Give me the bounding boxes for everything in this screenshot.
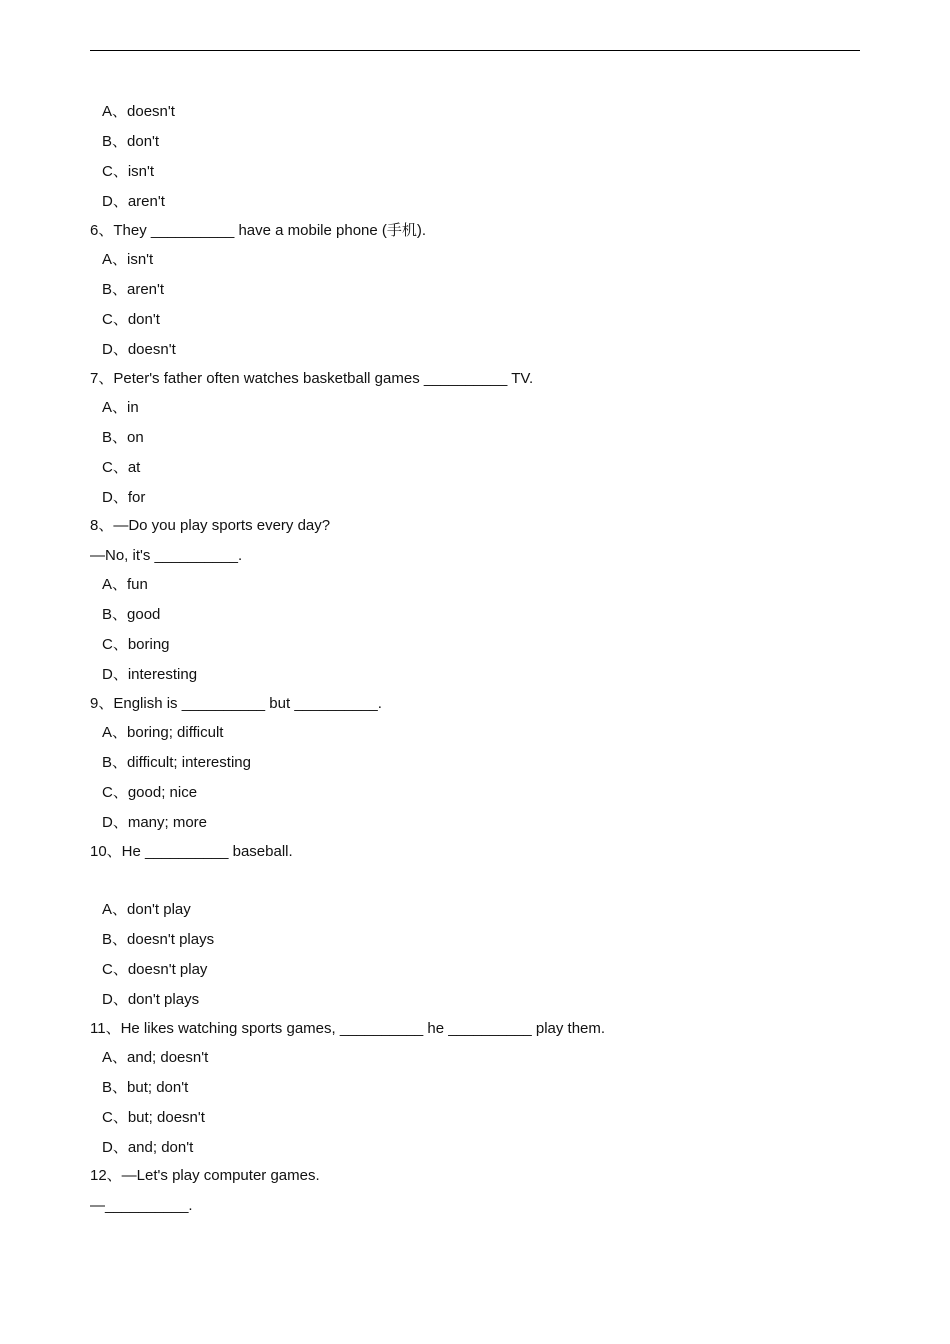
q8-option-b: B、good bbox=[102, 606, 161, 623]
q10-question: 10、He __________ baseball. bbox=[90, 843, 293, 860]
q10-option-d: D、don't plays bbox=[102, 991, 200, 1008]
q6-option-a: A、isn't bbox=[102, 251, 154, 268]
q9-option-b: B、difficult; interesting bbox=[102, 754, 251, 771]
q10-option-b: B、doesn't plays bbox=[102, 931, 215, 948]
q5-option-c: C、isn't bbox=[102, 163, 155, 180]
q7-option-d: D、for bbox=[102, 489, 146, 506]
page-header-rule bbox=[90, 50, 860, 51]
q12-question: 12、—Let's play computer games. bbox=[90, 1167, 320, 1184]
q10-option-a: A、don't play bbox=[102, 901, 191, 918]
q11-option-b: B、but; don't bbox=[102, 1079, 189, 1096]
q6-option-c: C、don't bbox=[102, 311, 160, 328]
q9-option-c: C、good; nice bbox=[102, 784, 198, 801]
q5-option-a: A、doesn't bbox=[102, 103, 175, 120]
q8-option-d: D、interesting bbox=[102, 666, 198, 683]
q6-option-d: D、doesn't bbox=[102, 341, 176, 358]
q6-option-b: B、aren't bbox=[102, 281, 165, 298]
q6-question: 6、They __________ have a mobile phone (手机). bbox=[90, 222, 427, 239]
q8-question: 8、—Do you play sports every day? bbox=[90, 517, 331, 534]
q11-option-a: A、and; doesn't bbox=[102, 1049, 209, 1066]
q7-option-c: C、at bbox=[102, 459, 141, 476]
q12-question-line2: —__________. bbox=[90, 1197, 193, 1214]
q10-option-c: C、doesn't play bbox=[102, 961, 208, 978]
q5-option-d: D、aren't bbox=[102, 193, 165, 210]
q11-question: 11、He likes watching sports games, __________ he __________ play them. bbox=[90, 1020, 606, 1037]
q9-option-d: D、many; more bbox=[102, 814, 208, 831]
q11-option-c: C、but; doesn't bbox=[102, 1109, 205, 1126]
q8-option-c: C、boring bbox=[102, 636, 170, 653]
q9-option-a: A、boring; difficult bbox=[102, 724, 224, 741]
q7-option-b: B、on bbox=[102, 429, 144, 446]
q5-option-b: B、don't bbox=[102, 133, 160, 150]
q9-question: 9、English is __________ but __________. bbox=[90, 695, 382, 712]
q8-option-a: A、fun bbox=[102, 576, 148, 593]
q8-question-line2: —No, it's __________. bbox=[90, 547, 243, 564]
q7-question: 7、Peter's father often watches basketball games __________ TV. bbox=[90, 370, 534, 387]
q7-option-a: A、in bbox=[102, 399, 139, 416]
q11-option-d: D、and; don't bbox=[102, 1139, 194, 1156]
